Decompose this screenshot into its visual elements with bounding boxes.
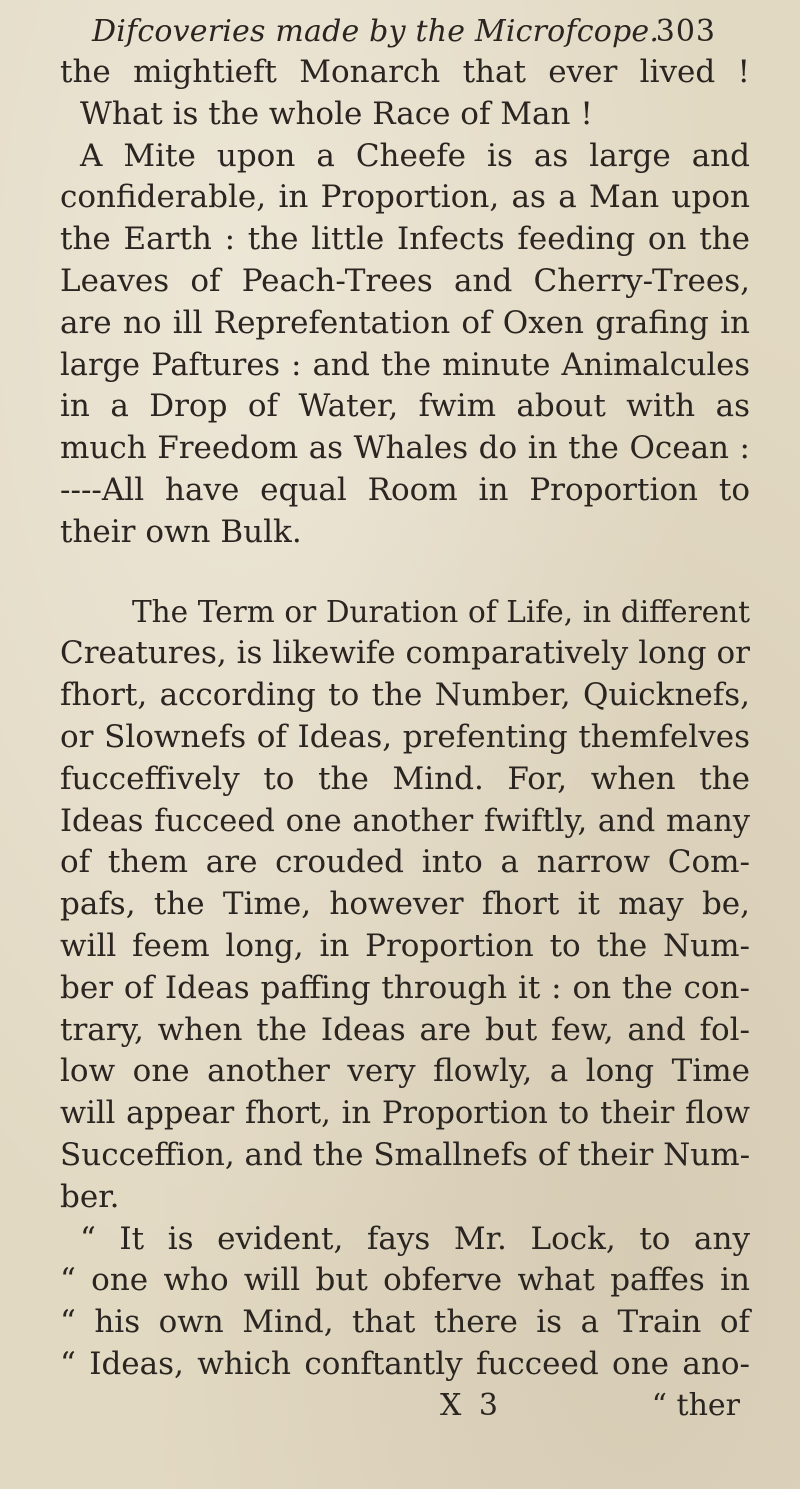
text-line: will appear fhort, in Proportion to their flow — [60, 1096, 750, 1132]
text-line: fhort, according to the Number, Quicknefs, — [60, 677, 750, 714]
text-line: are no ill Reprefentation of Oxen grafing in — [60, 304, 750, 341]
body-text — [60, 52, 750, 1426]
paragraph-1 — [60, 52, 750, 554]
text-line: Leaves of Peach-Trees and Cherry-Trees, — [60, 262, 750, 299]
text-line: ber of Ideas paffing through it : on the con- — [60, 969, 750, 1006]
text-line: A Mite upon a Cheefe is as large and — [80, 137, 750, 174]
paragraph-2 — [60, 592, 750, 1219]
paragraph-gap — [60, 554, 750, 592]
page-footer — [60, 1386, 750, 1426]
text-line: or Slownefs of Ideas, prefenting themfelves — [60, 718, 750, 755]
text-line: large Paftures : and the minute Animalcules — [60, 347, 750, 383]
running-head-title: Difcoveries made by the Microfcope. — [92, 14, 660, 49]
text-line: ----All have equal Room in Proportion to — [60, 471, 750, 508]
text-line: will feem long, in Proportion to the Num- — [60, 927, 750, 964]
text-line: What is the whole Race of Man ! — [80, 95, 593, 132]
text-line: The Term or Duration of Life, in different — [132, 594, 750, 629]
signature-mark: X 3 — [440, 1387, 502, 1423]
text-line: much Freedom as Whales do in the Ocean : — [60, 430, 750, 467]
page-number: 303 — [655, 14, 716, 49]
running-head — [92, 12, 732, 52]
text-line: “ one who will but obferve what paffes in — [60, 1262, 750, 1299]
quotation-paragraph — [60, 1219, 750, 1386]
text-line: fucceffively to the Mind. For, when the — [60, 760, 750, 797]
text-line: ber. — [60, 1178, 120, 1215]
text-line: trary, when the Ideas are but few, and fol- — [60, 1011, 750, 1048]
text-line: “ It is evident, fays Mr. Lock, to any — [80, 1220, 750, 1257]
text-line: in a Drop of Water, fwim about with as — [60, 388, 750, 425]
text-line: their own Bulk. — [60, 513, 302, 550]
text-line: confiderable, in Proportion, as a Man upon — [60, 179, 750, 216]
text-line: the mightieft Monarch that ever lived ! — [60, 54, 750, 90]
catchword: “ ther — [651, 1387, 740, 1423]
text-line: “ his own Mind, that there is a Train of — [60, 1304, 750, 1341]
text-line: pafs, the Time, however fhort it may be, — [60, 886, 750, 923]
text-line: the Earth : the little Infects feeding on the — [60, 221, 750, 258]
text-line: Ideas fucceed one another fwiftly, and many — [60, 803, 750, 839]
text-line: Succeffion, and the Smallnefs of their Num- — [60, 1136, 751, 1173]
text-line: “ Ideas, which conftantly fucceed one ano- — [60, 1345, 750, 1382]
text-line: of them are crouded into a narrow Com- — [60, 844, 750, 881]
text-line: low one another very flowly, a long Time — [60, 1053, 750, 1090]
text-line: Creatures, is likewife comparatively long or — [60, 635, 750, 672]
